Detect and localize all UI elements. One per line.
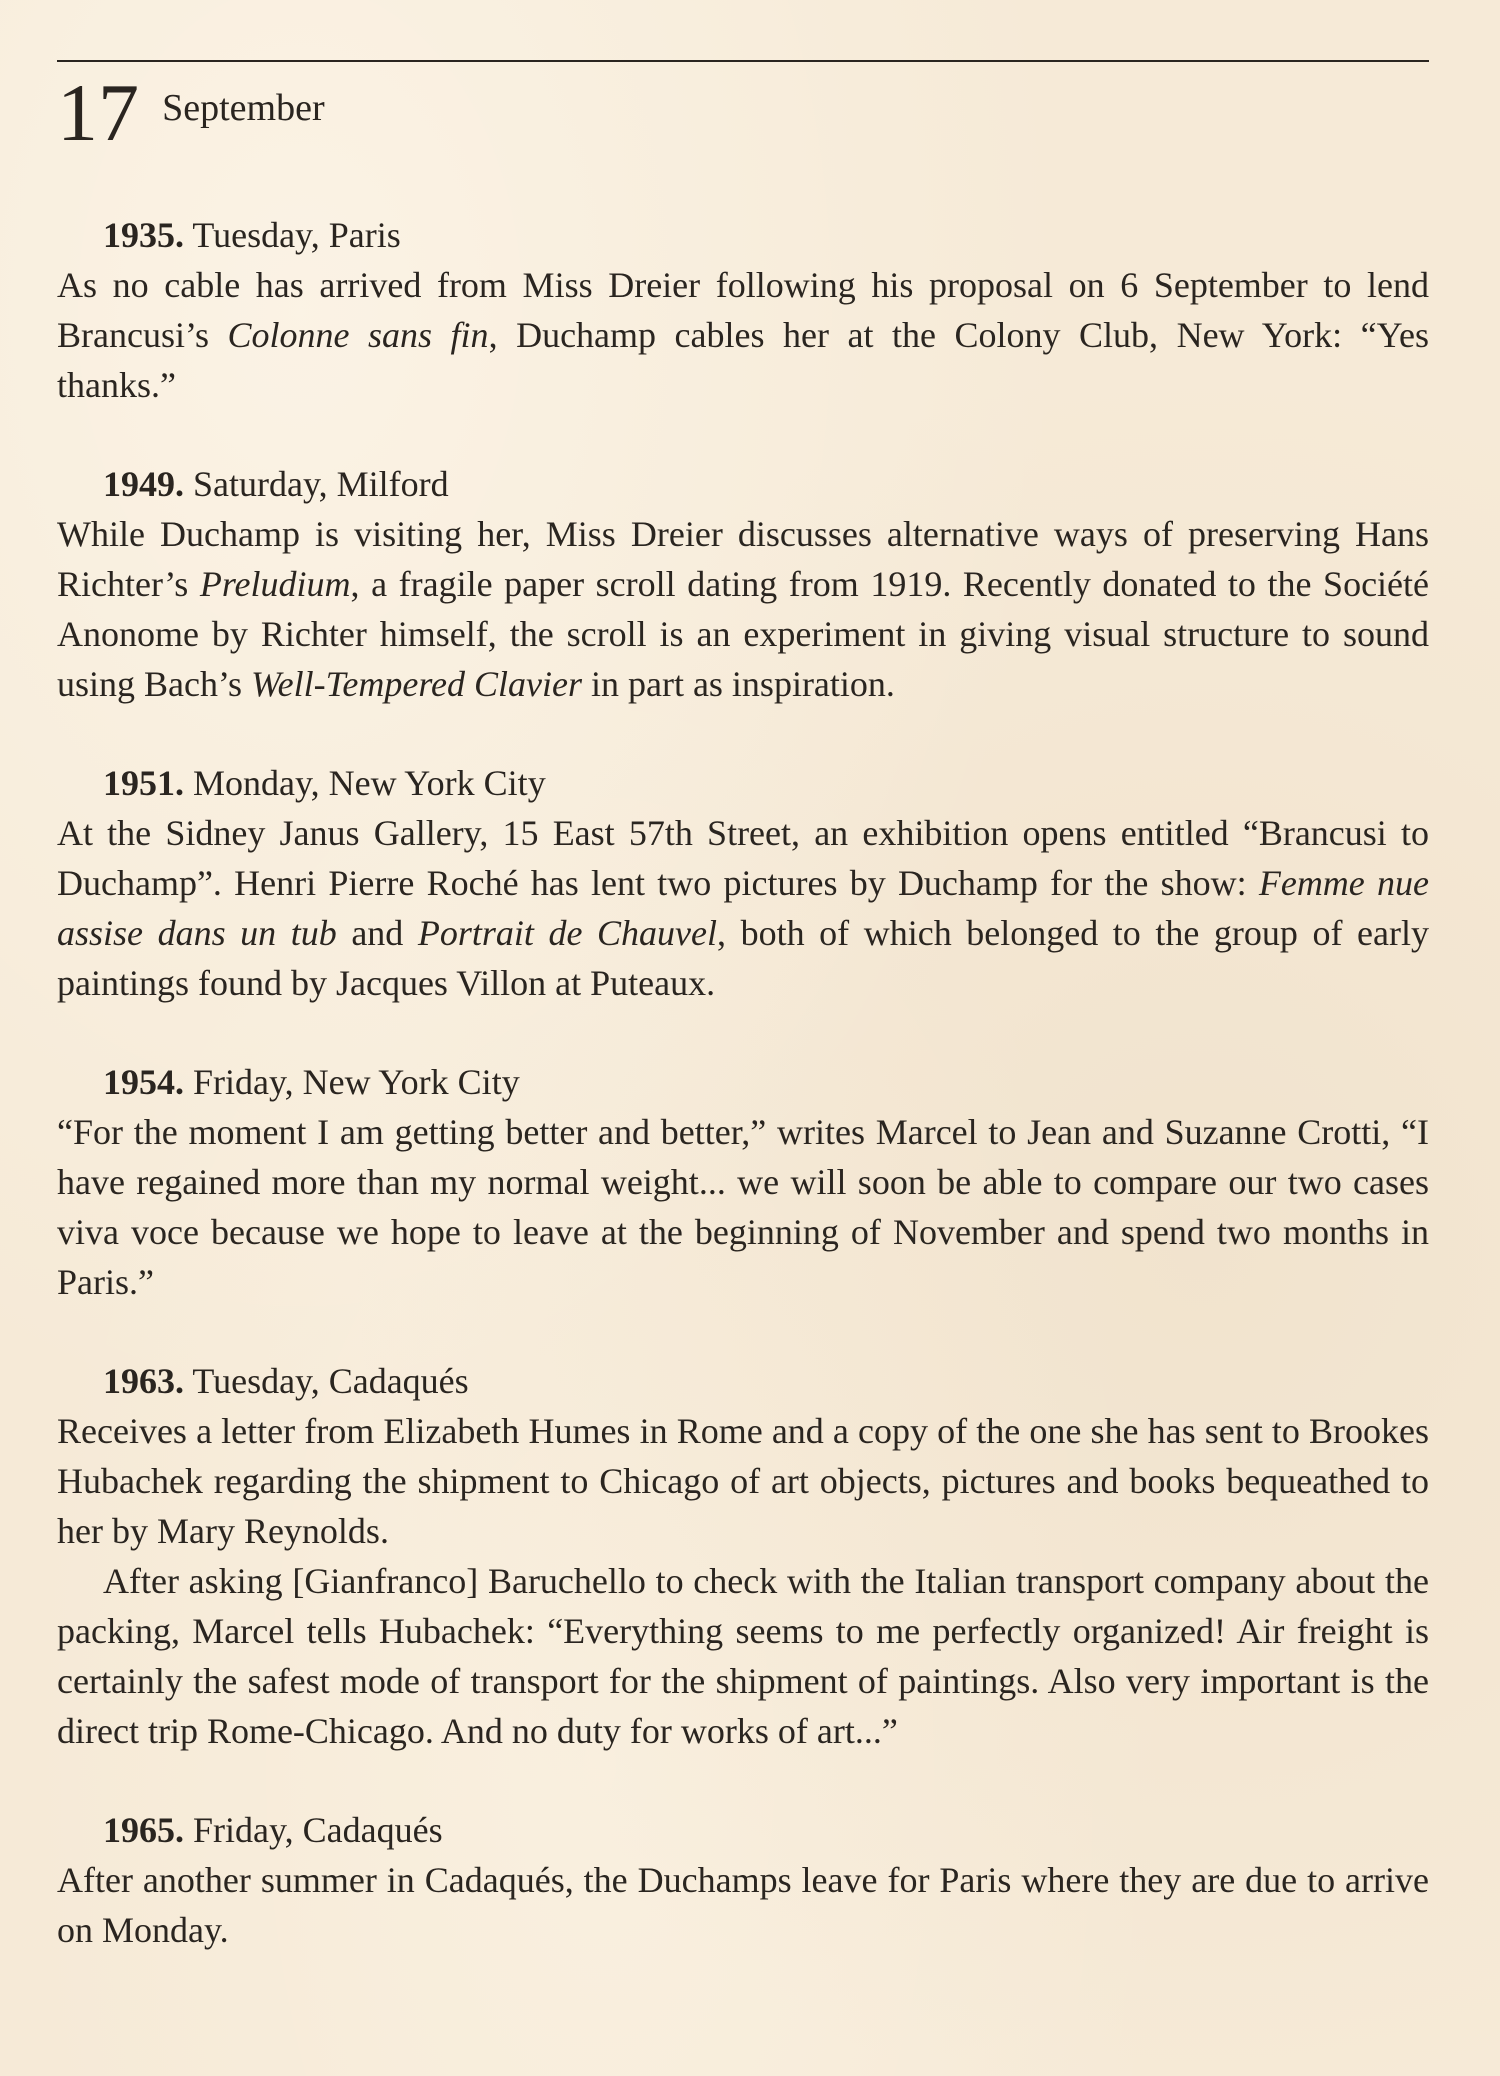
italic-title: Colonne sans fin	[227, 315, 489, 355]
entry-year: 1949.	[103, 464, 184, 504]
entries-list	[57, 210, 1429, 2004]
top-rule	[57, 60, 1429, 62]
entry-dateline: Tuesday, Cadaqués	[192, 1361, 469, 1401]
entry-heading	[57, 1805, 1429, 1855]
text-run: “For the moment I am getting better and better,” writes Marcel to Jean and Suzanne Crotti, “I have regained more than my normal weight... we will soon be able to compare our two cases viva voce because we hope to leave at the beginning of November and spend two months in Paris.”	[57, 1112, 1429, 1302]
entry-dateline: Saturday, Milford	[193, 464, 449, 504]
text-run: At the Sidney Janus Gallery, 15 East 57th Street, an exhibition opens entitled “Brancusi to Duchamp”. Henri Pierre Roché has lent two pictures by Duchamp for the show:	[57, 813, 1429, 903]
entry-text	[57, 1406, 1429, 1556]
text-run: After another summer in Cadaqués, the Duchamps leave for Paris where they are due to arrive on Monday.	[57, 1860, 1429, 1950]
text-run: After asking [Gianfranco] Baruchello to check with the Italian transport company about the packing, Marcel tells Hubachek: “Everything seems to me perfectly organized! Air freight is certainly the safest mode of transport for the shipment of paintings. Also very important is the direct trip Rome-Chicago. And no duty for works of art...”	[57, 1561, 1429, 1751]
entry-dateline: Friday, New York City	[193, 1062, 520, 1102]
entry-year: 1963.	[103, 1361, 184, 1401]
entry-year: 1935.	[103, 215, 184, 255]
entry-heading	[57, 1356, 1429, 1406]
entry-heading	[57, 459, 1429, 509]
entry-heading	[57, 1057, 1429, 1107]
entry	[57, 1057, 1429, 1307]
date-header	[57, 67, 325, 172]
entry-dateline: Monday, New York City	[193, 763, 546, 803]
entry-text	[57, 1556, 1429, 1756]
text-run: , Duchamp cables her at the Colony Club, New York: “Yes thanks.”	[57, 315, 1429, 405]
text-run: , a fragile paper scroll dating from 1919. Recently donated to the Société Anonome by Richter himself, the scroll is an experiment in giving visual structure to sound using Bach’s	[57, 564, 1430, 704]
italic-title: Well-Tempered Clavier	[251, 664, 582, 704]
entry	[57, 459, 1429, 709]
month-name: September	[162, 87, 325, 129]
text-run: and	[336, 913, 418, 953]
text-run: As no cable has arrived from Miss Dreier following his proposal on 6 September to lend Brancusi’s	[57, 265, 1429, 355]
entry-text	[57, 808, 1429, 1008]
entry-text	[57, 1855, 1429, 1955]
text-run: While Duchamp is visiting her, Miss Dreier discusses alternative ways of preserving Hans Richter’s	[57, 514, 1429, 604]
text-run: Receives a letter from Elizabeth Humes in Rome and a copy of the one she has sent to Brookes Hubachek regarding the shipment to Chicago of art objects, pictures and books bequeathed to her by Mary Reynolds.	[57, 1411, 1429, 1551]
entry-year: 1965.	[103, 1810, 184, 1850]
entry-text	[57, 1107, 1429, 1307]
italic-title: Femme nue assise dans un tub	[57, 863, 1430, 953]
entry-heading	[57, 758, 1429, 808]
entry-heading	[57, 210, 1429, 260]
italic-title: Preludium	[199, 564, 351, 604]
italic-title: Portrait de Chauvel	[417, 913, 717, 953]
entry-year: 1951.	[103, 763, 184, 803]
entry-text	[57, 260, 1429, 410]
text-run: , both of which belonged to the group of early paintings found by Jacques Villon at Puteaux.	[57, 913, 1429, 1003]
text-run: in part as inspiration.	[581, 664, 895, 704]
entry	[57, 1805, 1429, 1955]
entry-dateline: Friday, Cadaqués	[193, 1810, 443, 1850]
entry	[57, 1356, 1429, 1756]
entry	[57, 758, 1429, 1008]
entry-dateline: Tuesday, Paris	[192, 215, 401, 255]
entry-text	[57, 509, 1429, 709]
day-number: 17	[57, 67, 139, 158]
entry-year: 1954.	[103, 1062, 184, 1102]
entry	[57, 210, 1429, 410]
